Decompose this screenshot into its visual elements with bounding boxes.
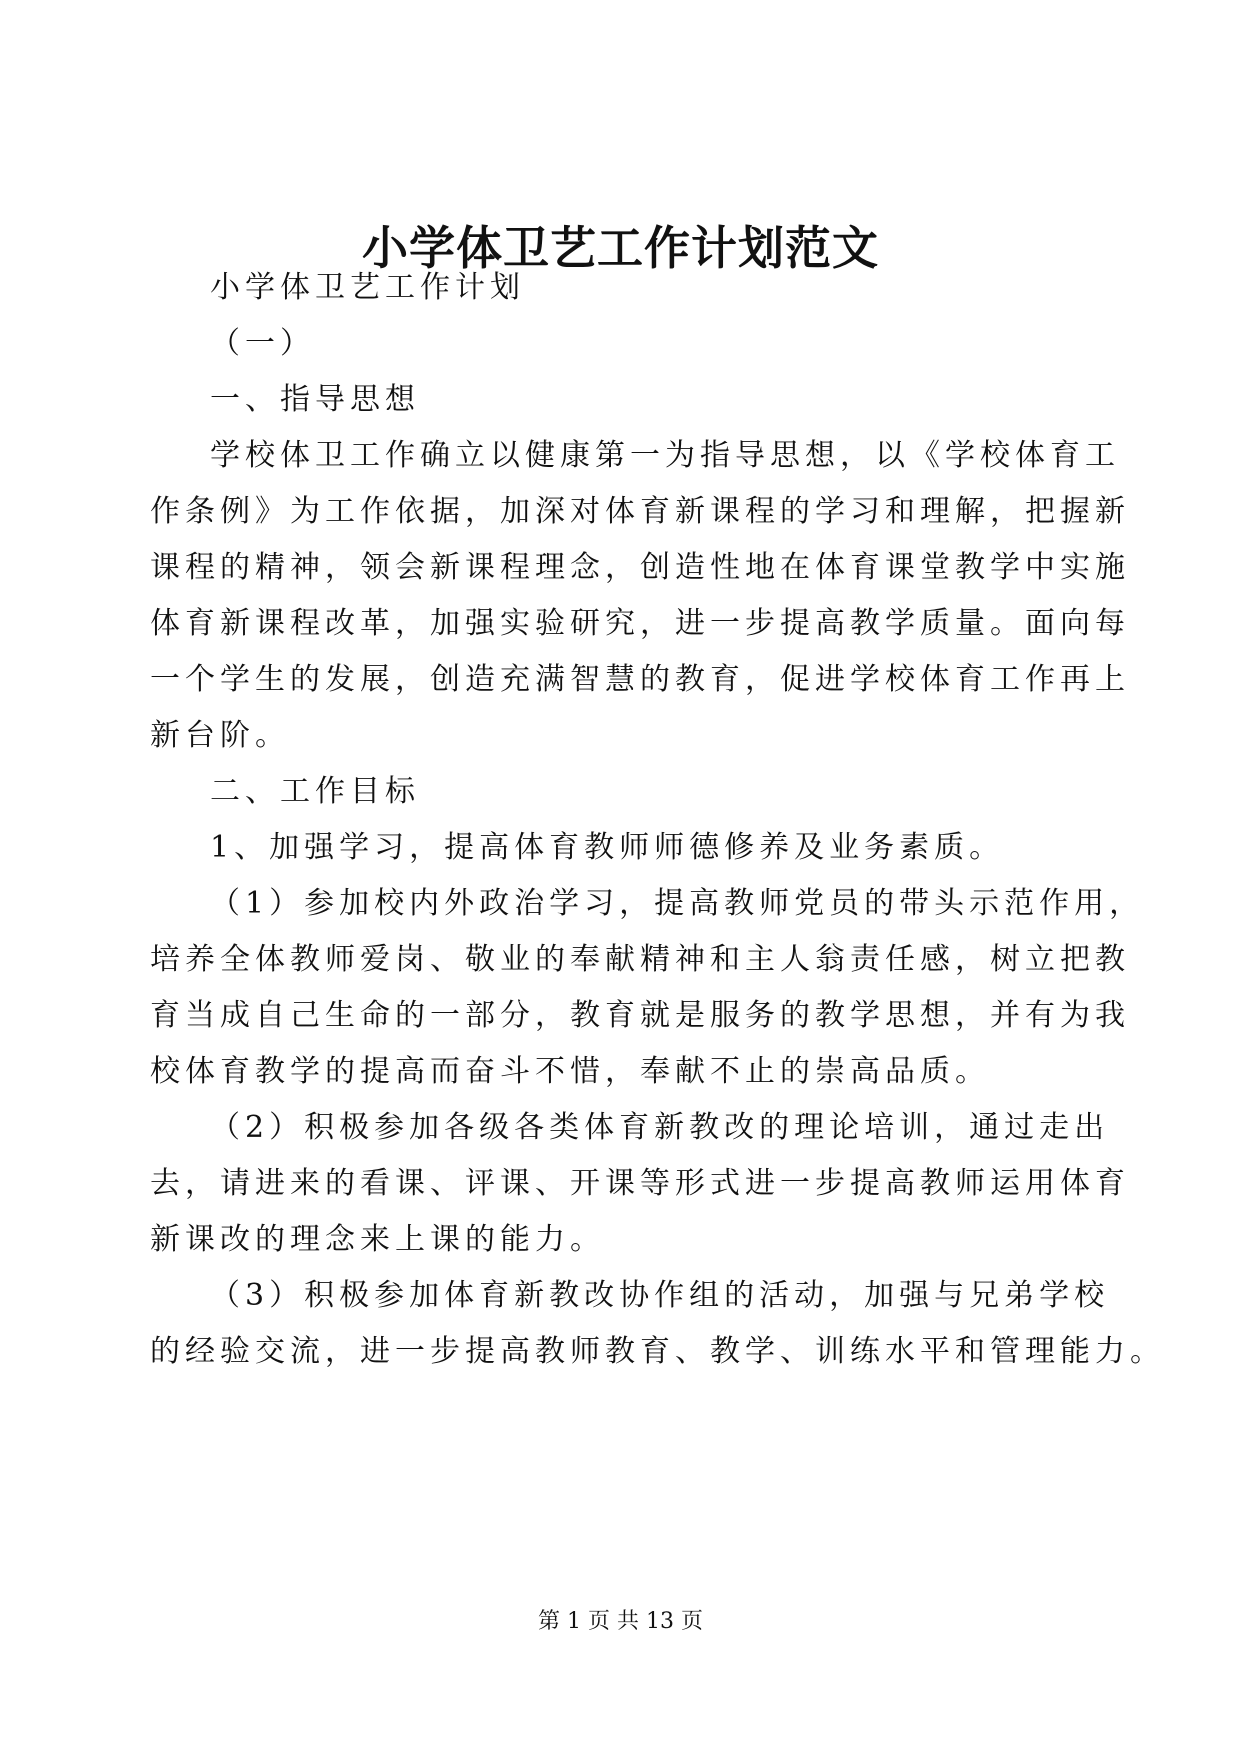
paragraph-line: 课程的精神，领会新课程理念，创造性地在体育课堂教学中实施: [150, 550, 1130, 585]
paragraph-line: 育当成自己生命的一部分，教育就是服务的教学思想，并有为我: [150, 998, 1130, 1033]
paragraph-line: （2）积极参加各级各类体育新教改的理论培训，通过走出: [210, 1110, 1110, 1145]
paragraph-line: 作条例》为工作依据，加深对体育新课程的学习和理解，把握新: [150, 494, 1130, 529]
paragraph-line: 新课改的理念来上课的能力。: [150, 1222, 605, 1257]
paragraph-line: 学校体卫工作确立以健康第一为指导思想，以《学校体育工: [210, 438, 1120, 473]
document-title: 小学体卫艺工作计划范文: [362, 221, 879, 275]
paragraph-line: 新台阶。: [150, 718, 290, 753]
heading-guiding-thought: 一、指导思想: [210, 382, 420, 417]
page-footer: 第 1 页 共 13 页: [538, 1609, 703, 1634]
paragraph-line: 体育新课程改革，加强实验研究，进一步提高教学质量。面向每: [150, 606, 1130, 641]
list-item: 1、加强学习，提高体育教师师德修养及业务素质。: [210, 830, 1005, 865]
paragraph-line: 去，请进来的看课、评课、开课等形式进一步提高教师运用体育: [150, 1166, 1130, 1201]
paragraph-line: 的经验交流，进一步提高教师教育、教学、训练水平和管理能力。: [150, 1334, 1165, 1369]
paragraph-line: 培养全体教师爱岗、敬业的奉献精神和主人翁责任感，树立把教: [150, 942, 1130, 977]
paragraph-line: 校体育教学的提高而奋斗不惜，奉献不止的崇高品质。: [150, 1054, 990, 1089]
paragraph-line: （3）积极参加体育新教改协作组的活动，加强与兄弟学校: [210, 1278, 1110, 1313]
paragraph-line: （1）参加校内外政治学习，提高教师党员的带头示范作用，: [210, 886, 1145, 921]
paragraph-line: 一个学生的发展，创造充满智慧的教育，促进学校体育工作再上: [150, 662, 1130, 697]
section-number: （一）: [210, 326, 315, 361]
heading-work-goals: 二、工作目标: [210, 774, 420, 809]
subtitle: 小学体卫艺工作计划: [210, 270, 525, 305]
